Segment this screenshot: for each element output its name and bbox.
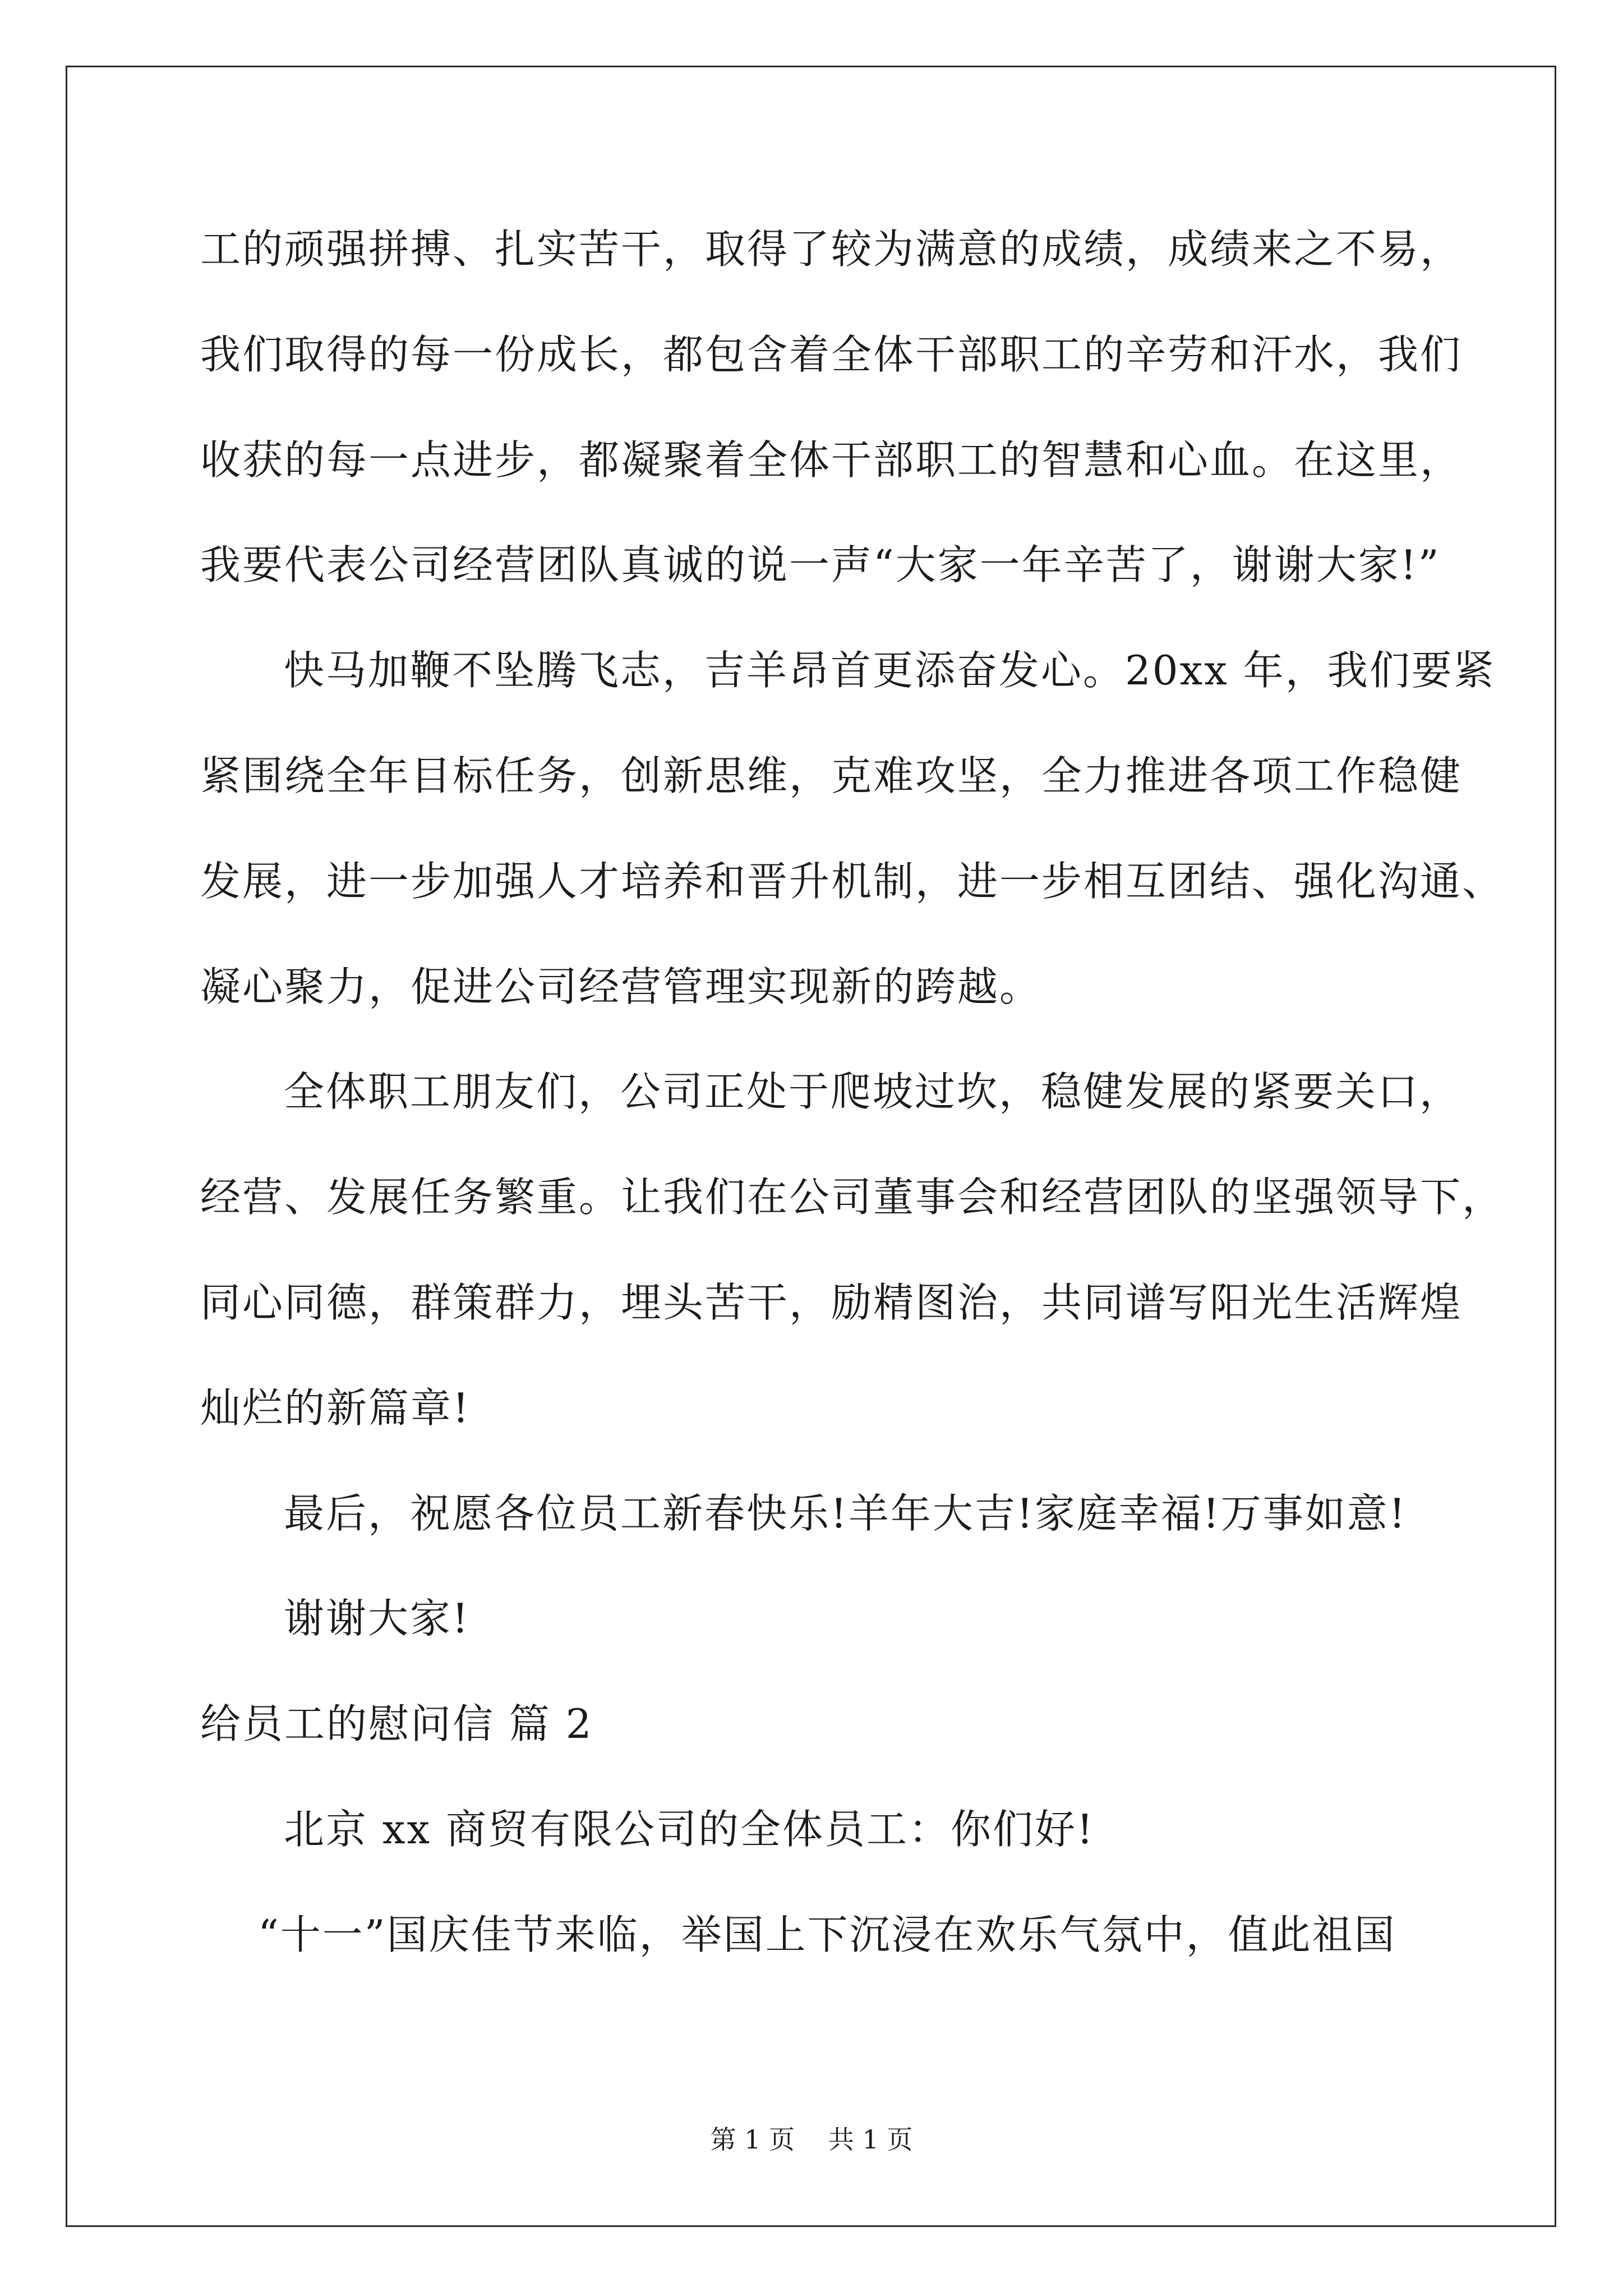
- text-line: 谢谢大家!: [284, 1595, 470, 1642]
- page-number: 第 1 页: [710, 2124, 795, 2155]
- text-line: 凝心聚力，促进公司经营管理实现新的跨越。: [200, 963, 1042, 1010]
- text-line: 发展，进一步加强人才培养和晋升机制，进一步相互团结、强化沟通、: [200, 858, 1505, 905]
- text-line: 灿烂的新篇章!: [200, 1384, 471, 1432]
- page-total: 共 1 页: [828, 2124, 913, 2155]
- text-line: 全体职工朋友们，公司正处于爬坡过坎，稳健发展的紧要关口，: [284, 1068, 1462, 1115]
- text-line: 最后，祝愿各位员工新春快乐!羊年大吉!家庭幸福!万事如意!: [284, 1490, 1407, 1537]
- text-line: 快马加鞭不坠腾飞志，吉羊昂首更添奋发心。20xx 年，我们要紧: [284, 647, 1496, 694]
- text-line: 经营、发展任务繁重。让我们在公司董事会和经营团队的坚强领导下，: [200, 1174, 1505, 1221]
- text-line: 我要代表公司经营团队真诚的说一声“大家一年辛苦了，谢谢大家!”: [200, 541, 1441, 588]
- text-line: 我们取得的每一份成长，都包含着全体干部职工的辛劳和汗水，我们: [200, 331, 1463, 378]
- salutation: 北京 xx 商贸有限公司的全体员工：你们好!: [284, 1806, 1095, 1853]
- text-line: 同心同德，群策群力，埋头苦干，励精图治，共同谱写阳光生活辉煌: [200, 1279, 1463, 1326]
- text-line: “十一”国庆佳节来临，举国上下沉浸在欢乐气氛中，值此祖国: [258, 1911, 1396, 1958]
- text-line: 紧围绕全年目标任务，创新思维，克难攻坚，全力推进各项工作稳健: [200, 752, 1463, 799]
- page-border: [66, 66, 1556, 2227]
- section-heading: 给员工的慰问信 篇 2: [200, 1700, 593, 1747]
- text-line: 工的顽强拼搏、扎实苦干，取得了较为满意的成绩，成绩来之不易，: [200, 226, 1463, 273]
- text-line: 收获的每一点进步，都凝聚着全体干部职工的智慧和心血。在这里，: [200, 436, 1463, 484]
- page-footer: [0, 2119, 1623, 2156]
